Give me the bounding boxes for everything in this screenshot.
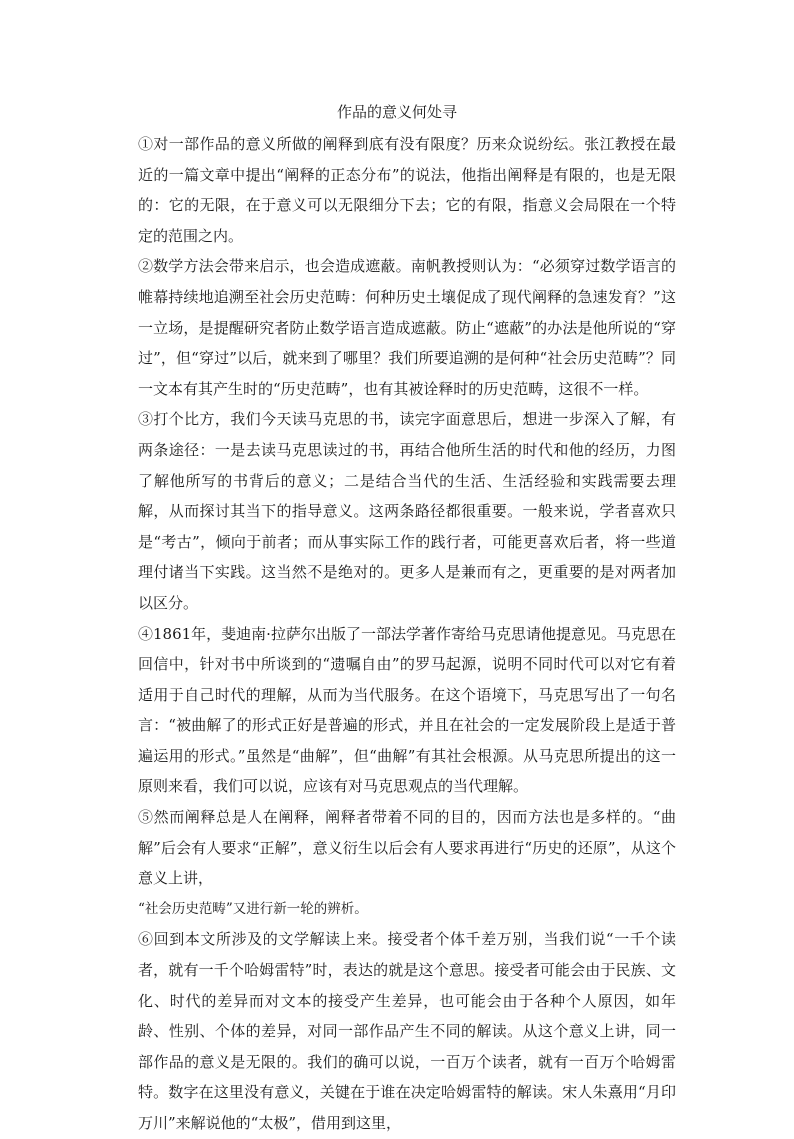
paragraph-5: ⑤然而阐释总是人在阐释，阐释者带着不同的目的，因而方法也是多样的。“曲解”后会有人要求“正解”，意义衍生以后会有人要求再进行“历史的还原”，从这个意义上讲， — [138, 808, 676, 888]
paragraph-4: ④1861年，斐迪南·拉萨尔出版了一部法学著作寄给马克思请他提意见。马克思在回信中，针对书中所谈到的“遗嘱自由”的罗马起源，说明不同时代可以对它有着适用于自己时代的理解，从而为当代服务。在这个语境下，马克思写出了一句名言：“被曲解了的形式正好是普遍的形式，并且在社会的一定发展阶段上是适于普遍运用的形式。”虽然是“曲解”，但“曲解”有其社会根源。从马克思所提出的这一原则来看，我们可以说，应该有对马克思观点的当代理解。 — [138, 624, 676, 796]
paragraph-3: ③打个比方，我们今天读马克思的书，读完字面意思后，想进一步深入了解，有两条途径：一是去读马克思读过的书，再结合他所生活的时代和他的经历，力图了解他所写的书背后的意义；二是结合当代的生活、生活经验和实践需要去理解，从而探讨其当下的指导意义。这两条路径都很重要。一般来说，学者喜欢只是“考古”，倾向于前者；而从事实际工作的践行者，可能更喜欢后者，将一些道理付诸当下实践。这当然不是绝对的。更多人是兼而有之，更重要的是对两者加以区分。 — [138, 410, 676, 612]
paragraph-2: ②数学方法会带来启示，也会造成遮蔽。南帆教授则认为：“必须穿过数学语言的帷幕持续地追溯至社会历史范畴：何种历史土壤促成了现代阐释的急速发育？”这一立场，是提醒研究者防止数学语言造成遮蔽。防止“遮蔽”的办法是他所说的“穿过”，但“穿过”以后，就来到了哪里？我们所要追溯的是何种“社会历史范畴”？同一文本有其产生时的“历史范畴”，也有其被诠释时的历史范畴，这很不一样。 — [138, 257, 676, 398]
article-title: 作品的意义何处寻 — [336, 103, 457, 121]
paragraph-1: ①对一部作品的意义所做的阐释到底有没有限度？历来众说纷纭。张江教授在最近的一篇文章中提出“阐释的正态分布”的说法，他指出阐释是有限的，也是无限的：它的无限，在于意义可以无限细分下去；它的有限，指意义会局限在一个特定的范围之内。 — [138, 135, 676, 245]
article-body — [138, 129, 676, 1139]
paragraph-6: ⑥回到本文所涉及的文学解读上来。接受者个体千差万别，当我们说“一千个读者，就有一千个哈姆雷特”时，表达的就是这个意思。接受者可能会由于民族、文化、时代的差异而对文本的接受产生差异，也可能会由于各种个人原因，如年龄、性别、个体的差异，对同一部作品产生不同的解读。从这个意义上讲，同一部作品的意义是无限的。我们的确可以说，一百万个读者，就有一百万个哈姆雷特。数字在这里没有意义，关键在于谁在决定哈姆雷特的解读。宋人朱熹用“月印万川”来解说他的“太极”，借用到这里， — [138, 930, 676, 1132]
paragraph-5-continued: “社会历史范畴”又进行新一轮的辨析。 — [138, 900, 368, 917]
